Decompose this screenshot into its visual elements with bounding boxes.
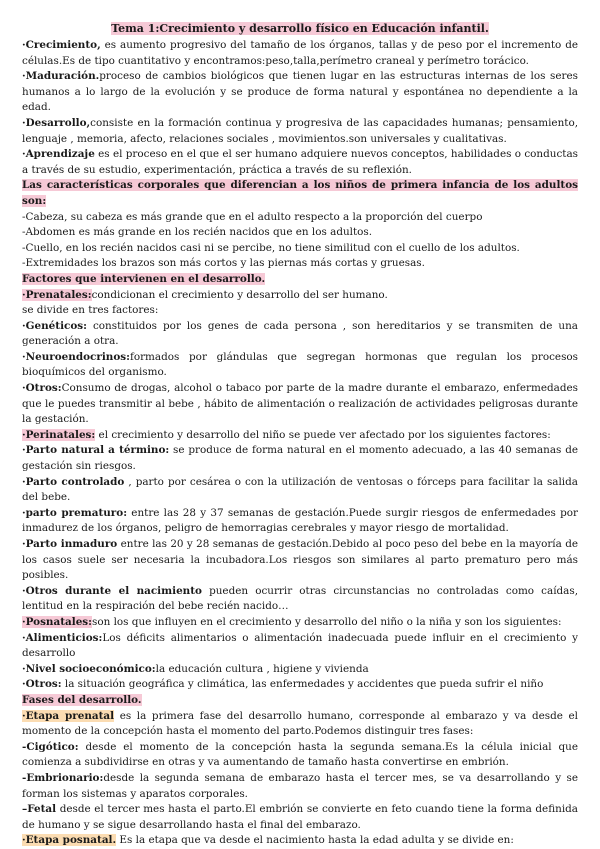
paragraph-text: Los déficits alimentarios o alimentación inadecuada puede influir en el crecimiento y desarrollo (22, 631, 578, 660)
paragraph-text: la educación cultura , higiene y vivienda (155, 662, 369, 675)
paragraph-lead: ·Parto controlado (22, 475, 125, 488)
paragraph-text: -Cuello, en los recién nacidos casi ni se percibe, no tiene similitud con el cuello de los adultos. (22, 241, 520, 254)
paragraph-lead: -Cigótico: (22, 740, 79, 753)
paragraph-text: es la primera fase del desarrollo humano, corresponde al embarazo y va desde el momento de la concepción hasta el momento del parto.Podemos distinguir tres fases: (22, 709, 578, 738)
paragraph-text: es aumento progresivo del tamaño de los órganos, tallas y de peso por el incremento de células.Es de tipo cuantitativo y encontramos:peso,talla,perímetro craneal y perímetro torácico. (22, 39, 578, 67)
paragraph (22, 615, 578, 631)
paragraph-lead: Factores que intervienen en el desarrollo. (22, 272, 266, 285)
paragraph-text: Es la etapa que va desde el nacimiento hasta la edad adulta y se divide en: (116, 834, 514, 847)
paragraph (22, 662, 578, 678)
paragraph (22, 677, 578, 693)
paragraph-lead: ·Otros durante el nacimiento (22, 584, 202, 597)
paragraph-text: entre las 20 y 28 semanas de gestación.Debido al poco peso del bebe en la mayoría de los casos suele ser necesaria la incubadora.Los riesgos son similares al parto prematuro pero más posibles. (22, 538, 578, 582)
paragraph (22, 584, 578, 615)
paragraph-text: se produce de forma natural en el momento adecuado, a las 40 semanas de gestación sin riesgos. (22, 444, 578, 473)
paragraph (22, 428, 578, 444)
paragraph-lead: ·Posnatales: (22, 615, 92, 628)
paragraph-text: proceso de cambios biológicos que tienen lugar en las estructuras internas de los seres humanos a lo largo de la evolución y se produce de forma natural y espontánea no dependiente a la edad. (22, 70, 578, 114)
paragraph-lead: ·Neuroendocrinos: (22, 350, 130, 363)
paragraph (22, 147, 578, 178)
paragraph-lead: ·Parto inmaduro (22, 538, 118, 550)
paragraph (22, 475, 578, 506)
paragraph (22, 631, 578, 662)
paragraph (22, 802, 578, 833)
paragraph-text: constituidos por los genes de cada persona , son hereditarios y se transmiten de una generación a otra. (22, 319, 578, 348)
paragraph-lead: ·Genéticos: (22, 319, 87, 332)
paragraph-text: el crecimiento y desarrollo del niño se puede ver afectado por los siguientes factores: (95, 428, 551, 441)
paragraph (22, 256, 578, 272)
paragraph (22, 833, 578, 849)
paragraph (22, 116, 578, 147)
paragraph-text: -Abdomen es más grande en los recién nacidos que en los adultos. (22, 226, 373, 239)
paragraph-text: entre las 28 y 37 semanas de gestación.Puede surgir riesgos de enfermedades por inmadurez de los órganos, peligro de hemorragias cerebrales y mayor riesgo de mortalidad. (22, 506, 579, 535)
paragraph-text: se divide en tres factores: (22, 304, 159, 317)
paragraph-lead: –Fetal (22, 803, 57, 816)
paragraph (22, 288, 578, 304)
paragraph-text: es el proceso en el que el ser humano adquiere nuevos conceptos, habilidades o conductas a través de su estudio, experimentación, práctica a través de su reflexión. (22, 148, 578, 176)
document-body (22, 38, 578, 849)
paragraph-lead: ·Alimenticios: (22, 631, 103, 644)
page-title: Tema 1:Crecimiento y desarrollo físico en Educación infantil. (111, 22, 489, 35)
paragraph-lead: ·Aprendizaje (22, 148, 95, 161)
paragraph-lead: ·Desarrollo, (22, 116, 91, 129)
paragraph-lead: ·Perinatales: (22, 428, 96, 441)
paragraph-lead: Las características corporales que diferencian a los niños de primera infancia de los adultos son: (22, 179, 578, 207)
paragraph (22, 740, 578, 771)
paragraph-text: pueden ocurrir otras circunstancias no controladas como caídas, lentitud en la respiración del bebe recién nacido… (22, 584, 578, 613)
paragraph-text: la situación geográfica y climática, las enfermedades y accidentes que pueda sufrir el niño (61, 678, 544, 691)
paragraph (22, 69, 578, 116)
paragraph-lead: ·Prenatales: (22, 288, 92, 301)
paragraph-text: , parto por cesárea o con la utilización de ventosas o fórceps para facilitar la salida del bebe. (22, 475, 578, 504)
paragraph (22, 381, 578, 428)
paragraph (22, 303, 578, 319)
paragraph-text: son los que influyen en el crecimiento y desarrollo del niño o la niña y son los siguientes: (92, 615, 562, 628)
paragraph (22, 506, 578, 537)
paragraph-text: Consumo de drogas, alcohol o tabaco por parte de la madre durante el embarazo, enfermedades que le puedes transmitir al bebe , hábito de alimentación o realización de actividades peligrosas durante la gestación. (22, 382, 578, 426)
paragraph-text: -Cabeza, su cabeza es más grande que en el adulto respecto a la proporción del cuerpo (22, 210, 483, 223)
paragraph (22, 210, 578, 226)
paragraph-text: consiste en la formación continua y progresiva de las capacidades humanas; pensamiento, lenguaje , memoria, afecto, relaciones sociales , movimientos.son universales y cualitativas. (22, 116, 578, 145)
paragraph-lead: Fases del desarrollo. (22, 693, 142, 706)
paragraph-lead: ·Maduración. (22, 70, 100, 83)
paragraph-lead: ·Crecimiento, (22, 39, 101, 51)
paragraph-text: desde la segunda semana de embarazo hasta el tercer mes, se va desarrollando y se forman los sistemas y aparatos corporales. (22, 771, 578, 800)
paragraph-text: condicionan el crecimiento y desarrollo del ser humano. (91, 288, 388, 301)
paragraph (22, 771, 578, 802)
paragraph-lead: -Embrionario: (22, 771, 104, 784)
paragraph-text: desde el tercer mes hasta el parto.El embrión se convierte en feto cuando tiene la forma definida de humano y se sigue desarrollando hasta el final del embarazo. (22, 803, 578, 831)
paragraph (22, 241, 578, 257)
paragraph-text: desde el momento de la concepción hasta la segunda semana.Es la célula inicial que comienza a subdividirse en otras y va aumentando de tamaño hasta convertirse en embrión. (22, 740, 578, 769)
paragraph-text: formados por glándulas que segregan hormonas que regulan los procesos bioquímicos del organismo. (22, 350, 578, 379)
paragraph-lead: ·Etapa posnatal. (22, 834, 117, 847)
paragraph-lead: ·Etapa prenatal (22, 709, 115, 722)
paragraph (22, 225, 578, 241)
paragraph-lead: ·Otros: (22, 678, 62, 691)
paragraph-lead: ·Otros: (22, 382, 62, 395)
paragraph-text: -Extremidades los brazos son más cortos y las piernas más cortas y gruesas. (22, 257, 425, 270)
paragraph (22, 537, 578, 584)
paragraph (22, 350, 578, 381)
paragraph (22, 178, 578, 209)
paragraph (22, 693, 578, 709)
paragraph-lead: ·parto prematuro: (22, 506, 128, 519)
paragraph (22, 319, 578, 350)
paragraph (22, 272, 578, 288)
paragraph-lead: ·Nivel socioeconómico: (22, 662, 156, 675)
paragraph (22, 38, 578, 69)
paragraph (22, 709, 578, 740)
paragraph (22, 443, 578, 474)
paragraph-lead: ·Parto natural a término: (22, 444, 170, 457)
